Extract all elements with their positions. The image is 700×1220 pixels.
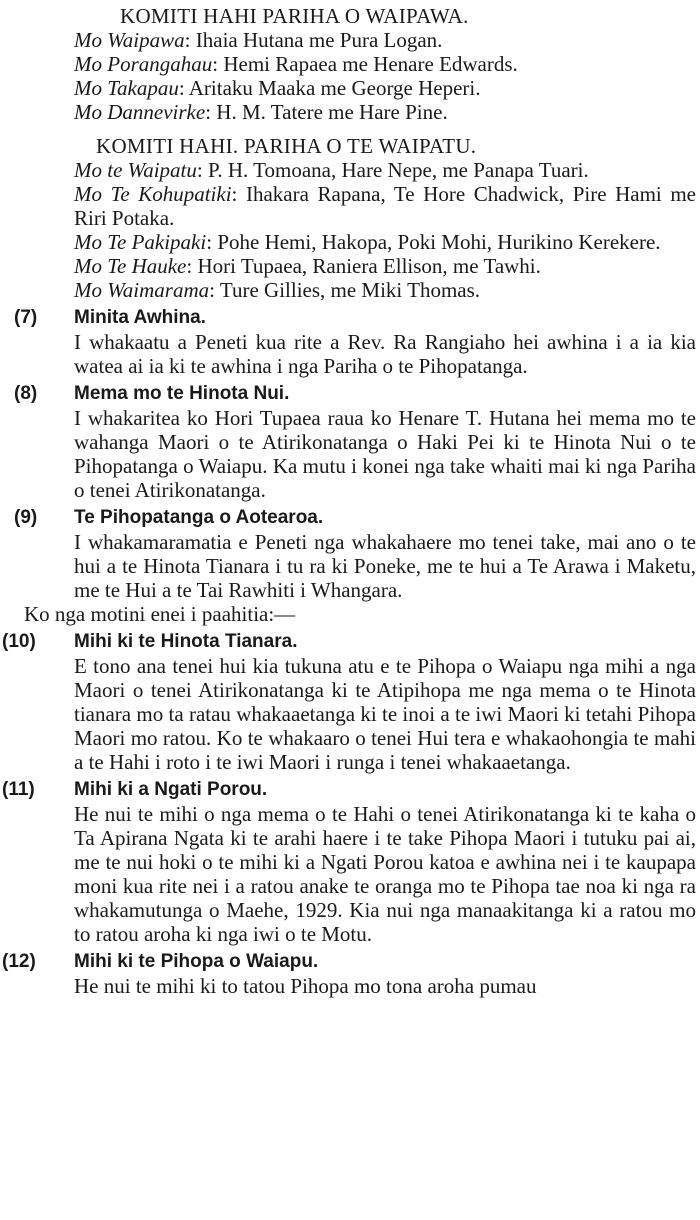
item-title: Mihi ki te Hinota Tianara. [74, 631, 298, 652]
member-names: Hemi Rapaea me Henare Edwards. [223, 52, 518, 76]
place-name: Mo Te Kohupatiki [74, 182, 232, 206]
item-heading [0, 382, 700, 406]
item-title: Mihi ki te Pihopa o Waiapu. [74, 951, 319, 972]
item-number: (9) [14, 507, 38, 528]
item-heading [0, 950, 700, 974]
item-heading [0, 630, 700, 654]
member-names: Aritaku Maaka me George Heperi. [188, 76, 481, 100]
item-heading [0, 306, 700, 330]
committee-entry: Mo Dannevirke: H. M. Tatere me Hare Pine. [74, 100, 448, 124]
item-heading [0, 506, 700, 530]
member-names: Ihaia Hutana me Pura Logan. [195, 28, 443, 52]
item-body: I whakaritea ko Hori Tupaea raua ko Henare T. Hutana hei mema mo te wahanga Maori o te Atirikonatanga o Haki Pei ki te Hinota Nui o te Pihopatanga o Waiapu. Ka mutu i konei nga take whaiti mai ki nga Pariha o tenei Atirikonatanga. [74, 406, 696, 502]
committee-entry: Mo Te Kohupatiki: Ihakara Rapana, Te Hore Chadwick, Pire Hami me Riri Potaka. [74, 182, 696, 230]
motion-item [0, 950, 700, 998]
item-title: Mihi ki a Ngati Porou. [74, 779, 268, 800]
place-name: Mo Waipawa [74, 28, 185, 52]
agenda-item [0, 382, 700, 502]
member-names: Hori Tupaea, Raniera Ellison, me Tawhi. [197, 254, 541, 278]
place-name: Mo Dannevirke [74, 100, 206, 124]
item-title: Te Pihopatanga o Aotearoa. [74, 507, 324, 528]
place-name: Mo Takapau [74, 76, 179, 100]
item-body: He nui te mihi o nga mema o te Hahi o tenei Atirikonatanga ki te kaha o Ta Apirana Ngata ki te arahi haere i te take Pihopa Maori i tutuku pai ai, me te nui hoki o te mihi ki a Ngati Porou katoa e awhina nei i te kaupapa moni kua rite nei i a ratou anake te oranga mo te Pihopa tae noa ki nga ra whakamutunga o Maehe, 1929. Kia nui nga manaakitanga ki a ratou mo to ratou aroha ki nga iwi o te Motu. [74, 802, 696, 946]
member-names: Ihakara Rapana, Te Hore Chadwick, Pire Hami me Riri Potaka. [74, 182, 696, 230]
item-body: I whakaatu a Peneti kua rite a Rev. Ra Rangiaho hei awhina i a ia kia watea ai ia ki te awhina i nga Pariha o te Pihopatanga. [74, 330, 696, 378]
member-names: Ture Gillies, me Miki Thomas. [219, 278, 481, 302]
committee-entry: Mo Porangahau: Hemi Rapaea me Henare Edwards. [74, 52, 518, 76]
place-name: Mo Te Pakipaki [74, 230, 207, 254]
place-name: Mo Waimarama [74, 278, 210, 302]
motion-item [0, 630, 700, 774]
committee-entry: Mo Waipawa: Ihaia Hutana me Pura Logan. [74, 28, 443, 52]
agenda-item [0, 306, 700, 378]
place-name: Mo Porangahau [74, 52, 213, 76]
item-body: E tono ana tenei hui kia tukuna atu e te Pihopa o Waiapu nga mihi a nga Maori o tenei Atirikonatanga ki te Atipihopa me nga mema o te Hinota tianara mo ta ratau whakaaetanga ki te inoi a te iwi Maori ki tetahi Pihopa Maori mo ratou. Ko te whakaaro o tenei Hui tera e whakaohongia te mahi a te Hahi i roto i te iwi Maori i runga i tenei whakaaetanga. [74, 654, 696, 774]
committee-entry: Mo Takapau: Aritaku Maaka me George Heperi. [74, 76, 481, 100]
member-names: Pohe Hemi, Hakopa, Poki Mohi, Hurikino Kerekere. [217, 230, 661, 254]
section-title: KOMITI HAHI. PARIHA O TE WAIPATU. [96, 134, 477, 158]
place-name: Mo Te Hauke [74, 254, 187, 278]
waipatu-committee [0, 134, 700, 302]
item-title: Minita Awhina. [74, 307, 206, 328]
waipawa-committee [0, 4, 700, 124]
section-title: KOMITI HAHI PARIHA O WAIPAWA. [120, 4, 469, 28]
item-body: I whakamaramatia e Peneti nga whakahaere mo tenei take, mai ano o te hui a te Hinota Tianara i tu ra ki Poneke, me te hui a Te Arawa i Maketu, me te Hui a te Tai Rawhiti i Whangara. [74, 530, 696, 602]
agenda-item [0, 506, 700, 602]
item-body: He nui te mihi ki to tatou Pihopa mo tona aroha pumau [74, 974, 537, 998]
motions-intro: Ko nga motini enei i paahitia:— [24, 602, 296, 626]
item-number: (10) [2, 631, 36, 652]
motion-item [0, 778, 700, 946]
committee-entry: Mo te Waipatu: P. H. Tomoana, Hare Nepe, me Panapa Tuari. [74, 158, 589, 182]
item-number: (12) [2, 951, 36, 972]
place-name: Mo te Waipatu [74, 158, 197, 182]
committee-entry: Mo Waimarama: Ture Gillies, me Miki Thomas. [74, 278, 481, 302]
item-number: (11) [2, 779, 35, 800]
member-names: P. H. Tomoana, Hare Nepe, me Panapa Tuari. [207, 158, 589, 182]
item-number: (8) [14, 383, 38, 404]
committee-entry: Mo Te Hauke: Hori Tupaea, Raniera Ellison, me Tawhi. [74, 254, 541, 278]
member-names: H. M. Tatere me Hare Pine. [216, 100, 448, 124]
item-title: Mema mo te Hinota Nui. [74, 383, 290, 404]
item-number: (7) [14, 307, 38, 328]
item-heading [0, 778, 700, 802]
committee-entry: Mo Te Pakipaki: Pohe Hemi, Hakopa, Poki Mohi, Hurikino Kerekere. [74, 230, 661, 254]
